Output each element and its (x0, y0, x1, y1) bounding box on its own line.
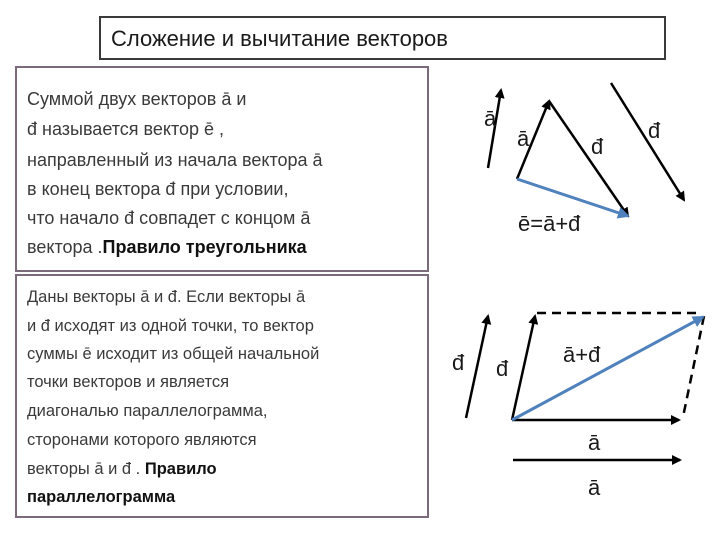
label-a-bottom: ā (588, 475, 601, 500)
triangle-rule-name: Правило треугольника (102, 237, 307, 257)
label-d: đ (591, 134, 604, 159)
text-line: Даны векторы ā и đ. Если векторы ā (27, 288, 306, 306)
sum-vector-diagonal-arrow (512, 317, 703, 420)
label-d-single: đ (452, 350, 465, 375)
parallelogram-rule-name-part1: Правило (144, 460, 217, 478)
vector-d-parallelogram-arrow (512, 316, 535, 420)
vector-d-single-arrow (466, 316, 488, 418)
label-d-single: đ (648, 118, 661, 143)
text-line: направленный из начала вектора ā (27, 150, 323, 170)
text-line: и đ исходят из одной точки, то вектор (27, 317, 314, 335)
text-line: đ называется вектор ē , (27, 119, 225, 139)
text-line: диагональю параллелограмма, (27, 402, 268, 420)
text-line: точки векторов и является (27, 373, 230, 391)
label-d: đ (496, 356, 509, 381)
dashed-side-right (683, 316, 704, 417)
label-a: ā (517, 126, 530, 151)
label-sum: ā+đ (563, 342, 601, 367)
page-title: Сложение и вычитание векторов (111, 26, 448, 51)
label-a-top: ā (588, 430, 601, 455)
text-line: что начало đ совпадет с концом ā (27, 208, 311, 228)
vector-d-triangle-arrow (549, 101, 628, 216)
parallelogram-rule-name-part2: параллелограмма (27, 488, 176, 506)
label-sum: ē=ā+đ (518, 211, 581, 236)
label-a-single: ā (484, 106, 497, 131)
text-fragment: векторы ā и đ . (27, 460, 141, 478)
text-line: сторонами которого являются (27, 431, 257, 449)
parallelogram-rule-diagram (452, 313, 704, 500)
triangle-rule-diagram (484, 83, 684, 236)
text-line: суммы ē исходит из общей начальной (27, 345, 320, 363)
text-fragment: вектора . (27, 237, 103, 257)
text-line: Суммой двух векторов ā и (27, 89, 247, 109)
text-line: в конец вектора đ при условии, (27, 179, 289, 199)
